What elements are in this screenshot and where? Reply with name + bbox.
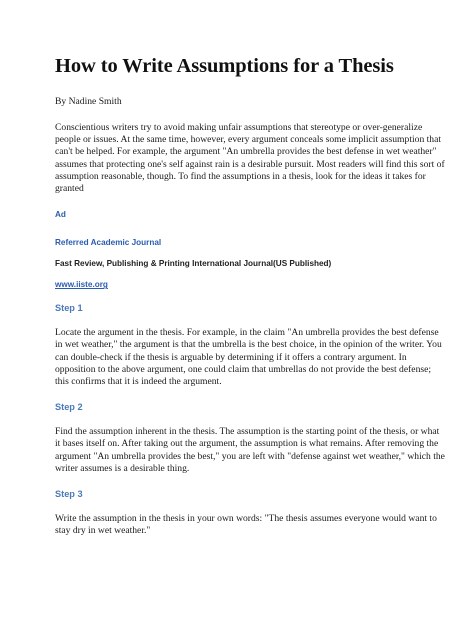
document-page	[55, 54, 447, 537]
author-byline: By Nadine Smith	[55, 96, 122, 107]
step-1-section	[55, 303, 447, 388]
step-2-text: Find the assumption inherent in the thesis. The assumption is the starting point of the thesis, or what it bases itself on. After taking out the argument, the assumption is what remains. After removing the argument "An umbrella provides the best," you are left with "defense against wet weather," which the writer assumes is a desirable thing.	[55, 426, 445, 474]
step-3-text: Write the assumption in the thesis in your own words: "The thesis assumes everyone would want to stay dry in wet weather."	[55, 513, 437, 537]
ad-url-link[interactable]: www.iiste.org	[55, 280, 108, 290]
article-title: How to Write Assumptions for a Thesis	[55, 55, 394, 77]
step-3-heading: Step 3	[55, 489, 83, 500]
intro-paragraph: Conscientious writers try to avoid making unfair assumptions that stereotype or over-generalize people or issues. At the same time, however, every argument conceals some implicit assumption that can't be helped. For example, the argument "An umbrella provides the best defense in wet weather" assumes that protecting one's self against rain is a desirable pursuit. Most readers will find this sort of assumption reasonable, though. To find the assumptions in a thesis, look for the ideas it takes for granted	[55, 122, 445, 195]
ad-journal-link[interactable]: Referred Academic Journal	[55, 238, 162, 248]
ad-label-link[interactable]: Ad	[55, 210, 66, 220]
ad-description: Fast Review, Publishing & Printing International Journal(US Published)	[55, 259, 332, 269]
step-1-text: Locate the argument in the thesis. For example, in the claim "An umbrella provides the best defense in wet weather," the argument is that the umbrella is the best choice, in the opinion of the writer. You can double-check if the thesis is arguable by determining if it offers a contrary argument. In opposition to the above argument, one could claim that umbrellas do not provide the best defense; this confirms that it is indeed the argument.	[55, 327, 442, 388]
step-3-section	[55, 489, 447, 537]
step-2-heading: Step 2	[55, 402, 83, 413]
step-1-heading: Step 1	[55, 303, 83, 314]
step-2-section	[55, 402, 447, 475]
